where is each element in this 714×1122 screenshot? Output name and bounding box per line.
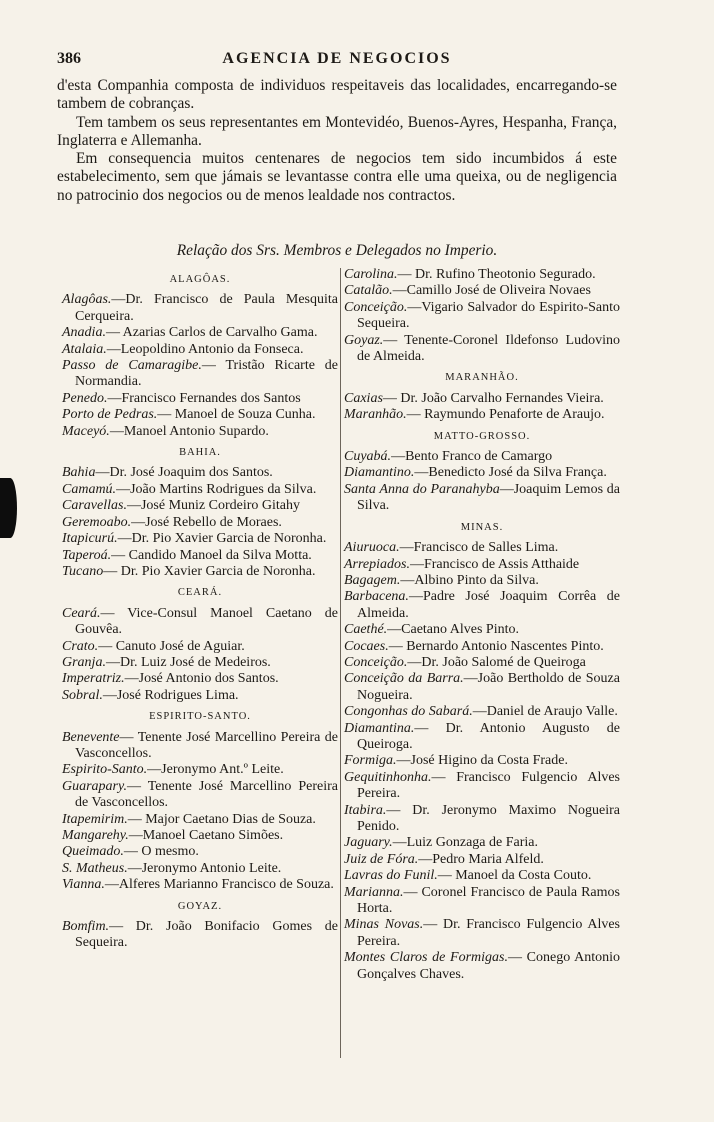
member-name: —Jeronymo Antonio Leite. bbox=[127, 860, 282, 876]
member-entry bbox=[62, 606, 338, 639]
place-name: Sobral. bbox=[62, 687, 103, 703]
member-entry bbox=[344, 333, 620, 366]
member-entry bbox=[344, 721, 620, 754]
member-name: —Camillo José de Oliveira Novaes bbox=[392, 283, 591, 299]
member-name: — Manoel de Souza Cunha. bbox=[157, 407, 316, 423]
member-name: — Candido Manoel da Silva Motta. bbox=[111, 547, 312, 563]
place-name: Caethé. bbox=[344, 622, 388, 638]
member-name: — Tenente José Marcellino Pereira de Vasconcellos. bbox=[75, 729, 338, 761]
place-name: Geremoabo. bbox=[62, 514, 132, 530]
place-name: Caravellas. bbox=[62, 498, 127, 514]
member-name: — Dr. Antonio Augusto de Queiroga. bbox=[357, 720, 620, 752]
member-name: —Daniel de Araujo Valle. bbox=[472, 704, 618, 720]
member-entry bbox=[62, 812, 338, 828]
member-name: —Benedicto José da Silva França. bbox=[414, 465, 607, 481]
member-name: —José Higino da Costa Frade. bbox=[396, 753, 568, 769]
member-name: — Tenente-Coronel Ildefonso Ludovino de Almeida. bbox=[357, 332, 620, 365]
running-title: AGENCIA DE NEGOCIOS bbox=[222, 50, 452, 67]
member-entry bbox=[344, 300, 620, 333]
member-name: — Dr. Rufino Theotonio Segurado. bbox=[397, 267, 596, 282]
member-name: —João Bertholdo de Souza Nogueira. bbox=[357, 671, 620, 703]
member-name: — Vice-Consul Manoel Caetano de Gouvêa. bbox=[75, 605, 338, 638]
member-name: —Dr. João Salomé de Queiroga bbox=[407, 654, 586, 670]
member-entry bbox=[344, 465, 620, 481]
member-entry bbox=[344, 885, 620, 918]
member-name: — Dr. João Carvalho Fernandes Vieira. bbox=[382, 390, 604, 406]
member-name: —Francisco de Salles Lima. bbox=[399, 540, 559, 556]
member-entry bbox=[344, 622, 620, 638]
place-name: Juiz de Fóra. bbox=[344, 851, 419, 867]
section-heading: Relação dos Srs. Membros e Delegados no Imperio. bbox=[176, 242, 498, 259]
member-name: — Dr. Francisco Fulgencio Alves Pereira. bbox=[357, 917, 621, 949]
place-name: Mangarehy. bbox=[62, 828, 129, 843]
member-entry bbox=[344, 835, 620, 851]
member-name: — O mesmo. bbox=[123, 844, 199, 860]
member-entry bbox=[344, 540, 620, 556]
region-heading: ESPIRITO-SANTO. bbox=[149, 711, 251, 723]
member-entry bbox=[344, 589, 620, 622]
place-name: Montes Claros de Formigas. bbox=[344, 950, 508, 966]
place-name: Vianna. bbox=[62, 877, 105, 893]
page-header bbox=[57, 50, 617, 72]
member-entry bbox=[344, 671, 620, 704]
member-name: —José Antonio dos Santos. bbox=[124, 671, 279, 687]
place-name: Carolina. bbox=[344, 267, 398, 282]
place-name: Itapemirim. bbox=[62, 811, 128, 827]
place-name: Passo de Camaragibe. bbox=[62, 358, 202, 374]
member-name: — Tenente José Marcellino Pereira de Vasconcellos. bbox=[75, 778, 338, 811]
member-name: — Dr. Pio Xavier Garcia de Noronha. bbox=[103, 563, 316, 579]
place-name: Goyaz. bbox=[344, 332, 384, 348]
member-name: —José Rebello de Moraes. bbox=[131, 514, 282, 530]
intro-text bbox=[57, 77, 617, 205]
member-name: —Dr. Luiz José de Medeiros. bbox=[105, 654, 271, 670]
member-name: — Bernardo Antonio Nascentes Pinto. bbox=[388, 638, 604, 654]
place-name: Arrepiados. bbox=[344, 556, 410, 572]
member-entry bbox=[62, 391, 338, 407]
left-column bbox=[62, 267, 338, 952]
member-name: —Jeronymo Ant.º Leite. bbox=[147, 762, 284, 778]
member-name: —Leopoldino Antonio da Fonseca. bbox=[106, 341, 304, 357]
region-heading: MINAS. bbox=[460, 521, 504, 533]
member-entry bbox=[62, 688, 338, 704]
member-entry bbox=[62, 779, 338, 812]
member-name: —Dr. Pio Xavier Garcia de Noronha. bbox=[117, 531, 327, 547]
region-heading: MARANHÃO. bbox=[445, 372, 519, 384]
member-entry bbox=[344, 449, 620, 465]
page-edge-shadow bbox=[0, 478, 17, 538]
place-name: Barbacena. bbox=[344, 589, 409, 605]
place-name: Cocaes. bbox=[344, 638, 389, 654]
member-name: — Tristão Ricarte de Normandia. bbox=[75, 358, 338, 390]
member-name: —José Rodrigues Lima. bbox=[102, 687, 239, 703]
member-entry bbox=[344, 639, 620, 655]
member-entry bbox=[62, 861, 338, 877]
place-name: Lavras do Funil. bbox=[344, 868, 438, 884]
place-name: Conceição da Barra. bbox=[344, 671, 464, 687]
place-name: Maceyó. bbox=[62, 423, 110, 439]
member-entry bbox=[344, 868, 620, 884]
place-name: Aiuruoca. bbox=[344, 540, 400, 556]
member-entry bbox=[344, 391, 620, 407]
member-entry bbox=[62, 762, 338, 778]
member-entry bbox=[62, 655, 338, 671]
place-name: Bomfim. bbox=[62, 919, 110, 935]
place-name: Guarapary. bbox=[62, 778, 127, 794]
member-entry bbox=[344, 283, 620, 299]
place-name: Minas Novas. bbox=[344, 917, 424, 933]
member-entry bbox=[344, 852, 620, 868]
place-name: Congonhas do Sabará. bbox=[344, 704, 473, 720]
member-entry bbox=[62, 919, 338, 952]
member-entry bbox=[344, 770, 620, 803]
member-entry bbox=[62, 358, 338, 391]
member-entry bbox=[62, 548, 338, 564]
member-name: —Padre José Joaquim Corrêa de Almeida. bbox=[357, 589, 620, 621]
member-name: — Canuto José de Aguiar. bbox=[98, 638, 245, 654]
place-name: Conceição. bbox=[344, 654, 408, 670]
place-name: Bagagem. bbox=[344, 572, 401, 588]
place-name: Santa Anna do Paranahyba bbox=[344, 481, 500, 497]
place-name: Alagôas. bbox=[62, 292, 112, 308]
member-name: —Pedro Maria Alfeld. bbox=[418, 851, 544, 867]
place-name: Granja. bbox=[62, 654, 106, 670]
member-entry bbox=[62, 482, 338, 498]
member-entry bbox=[62, 465, 338, 481]
member-entry bbox=[344, 753, 620, 769]
member-entry bbox=[62, 498, 338, 514]
place-name: Crato. bbox=[62, 638, 99, 654]
place-name: Porto de Pedras. bbox=[62, 407, 158, 423]
member-entry bbox=[62, 730, 338, 763]
member-entry bbox=[62, 671, 338, 687]
region-heading: GOYAZ. bbox=[177, 900, 223, 912]
place-name: Ceará. bbox=[62, 605, 101, 621]
place-name: Itapicurú. bbox=[62, 531, 118, 547]
member-entry bbox=[344, 917, 620, 950]
member-entry bbox=[62, 325, 338, 341]
member-entry bbox=[62, 828, 338, 844]
member-name: — Coronel Francisco de Paula Ramos Horta. bbox=[357, 884, 620, 917]
member-entry bbox=[344, 557, 620, 573]
member-entry bbox=[62, 877, 338, 893]
region-heading: ALAGÔAS. bbox=[169, 274, 231, 285]
place-name: Marianna. bbox=[344, 884, 404, 900]
place-name: Catalão. bbox=[344, 283, 393, 299]
member-name: — Raymundo Penaforte de Araujo. bbox=[406, 407, 605, 423]
place-name: Caxias bbox=[344, 390, 383, 406]
place-name: Taperoá. bbox=[62, 547, 112, 563]
page-number: 386 bbox=[57, 50, 81, 67]
place-name: Anadia. bbox=[62, 325, 106, 341]
place-name: Conceição. bbox=[344, 299, 408, 315]
right-column bbox=[344, 267, 620, 983]
member-entry bbox=[62, 639, 338, 655]
member-name: — Major Caetano Dias de Souza. bbox=[127, 811, 316, 827]
member-name: — Azarias Carlos de Carvalho Gama. bbox=[105, 325, 318, 341]
member-entry bbox=[62, 515, 338, 531]
member-name: —Alferes Marianno Francisco de Souza. bbox=[104, 877, 334, 893]
member-entry bbox=[344, 407, 620, 423]
region-heading: BAHIA. bbox=[179, 447, 221, 459]
member-name: —Caetano Alves Pinto. bbox=[387, 622, 519, 638]
place-name: Bahia bbox=[62, 465, 96, 481]
member-entry bbox=[62, 342, 338, 358]
member-entry bbox=[344, 950, 620, 983]
member-name: —Dr. José Joaquim dos Santos. bbox=[95, 465, 273, 481]
place-name: Atalaia. bbox=[62, 341, 107, 357]
place-name: Espirito-Santo. bbox=[62, 762, 148, 778]
member-entry bbox=[62, 564, 338, 580]
place-name: Diamantino. bbox=[344, 465, 415, 481]
place-name: Jaguary. bbox=[344, 835, 393, 851]
member-name: —Dr. Francisco de Paula Mesquita Cerqueira. bbox=[75, 292, 338, 324]
member-name: —João Martins Rodrigues da Silva. bbox=[116, 481, 317, 497]
member-name: — Dr. Jeronymo Maximo Nogueira Penido. bbox=[357, 802, 620, 834]
member-name: —Albino Pinto da Silva. bbox=[400, 572, 539, 588]
member-entry bbox=[344, 573, 620, 589]
region-heading: MATTO-GROSSO. bbox=[433, 430, 531, 442]
member-name: —Francisco Fernandes dos Santos bbox=[107, 390, 301, 406]
member-entry bbox=[62, 292, 338, 325]
place-name: Formiga. bbox=[344, 753, 397, 769]
member-name: —Joaquim Lemos da Silva. bbox=[357, 481, 620, 514]
member-name: —Manoel Antonio Supardo. bbox=[109, 423, 269, 439]
member-entry bbox=[62, 407, 338, 423]
place-name: Queimado. bbox=[62, 844, 124, 860]
member-entry bbox=[344, 267, 620, 283]
place-name: Camamú. bbox=[62, 481, 117, 497]
place-name: Maranhão. bbox=[344, 407, 407, 423]
member-entry bbox=[344, 655, 620, 671]
place-name: Benevente bbox=[62, 729, 120, 745]
member-name: — Conego Antonio Gonçalves Chaves. bbox=[357, 950, 621, 982]
member-entry bbox=[62, 424, 338, 440]
member-name: — Francisco Fulgencio Alves Pereira. bbox=[357, 769, 620, 802]
place-name: Imperatriz. bbox=[62, 671, 125, 687]
place-name: Diamantina. bbox=[344, 720, 415, 736]
place-name: Tucano bbox=[62, 563, 104, 579]
member-name: —Vigario Salvador do Espirito-Santo Sequeira. bbox=[357, 299, 620, 332]
member-entry bbox=[62, 844, 338, 860]
member-name: — Dr. João Bonifacio Gomes de Sequeira. bbox=[75, 919, 338, 951]
member-name: —Francisco de Assis Atthaide bbox=[409, 556, 580, 572]
member-name: —José Muniz Cordeiro Gitahy bbox=[126, 498, 300, 514]
place-name: S. Matheus. bbox=[62, 860, 128, 876]
column-divider bbox=[340, 268, 341, 1058]
member-name: — Manoel da Costa Couto. bbox=[437, 868, 592, 884]
intro-paragraph: Tem tambem os seus representantes em Montevidéo, Buenos-Ayres, Hespanha, França, Inglaterra e Allemanha. bbox=[57, 113, 617, 149]
place-name: Penedo. bbox=[62, 390, 108, 406]
member-entry bbox=[344, 803, 620, 836]
member-entry bbox=[344, 482, 620, 515]
intro-paragraph: d'esta Companhia composta de individuos respeitaveis das localidades, encarregando-se tambem de cobranças. bbox=[57, 77, 617, 113]
member-name: —Luiz Gonzaga de Faria. bbox=[392, 835, 538, 851]
member-entry bbox=[62, 531, 338, 547]
member-entry bbox=[344, 704, 620, 720]
place-name: Gequitinhonha. bbox=[344, 769, 432, 785]
place-name: Cuyabá. bbox=[344, 449, 392, 465]
place-name: Itabira. bbox=[344, 802, 387, 818]
intro-paragraph: Em consequencia muitos centenares de negocios tem sido incumbidos á este estabelecimento, sem que jámais se levantasse contra elle uma queixa, ou de negligencia no patrocinio dos negocios ou de menos lealdade nos contractos. bbox=[57, 150, 617, 204]
region-heading: CEARÁ. bbox=[177, 587, 223, 599]
member-name: —Bento Franco de Camargo bbox=[391, 449, 553, 465]
member-name: —Manoel Caetano Simões. bbox=[128, 828, 284, 843]
